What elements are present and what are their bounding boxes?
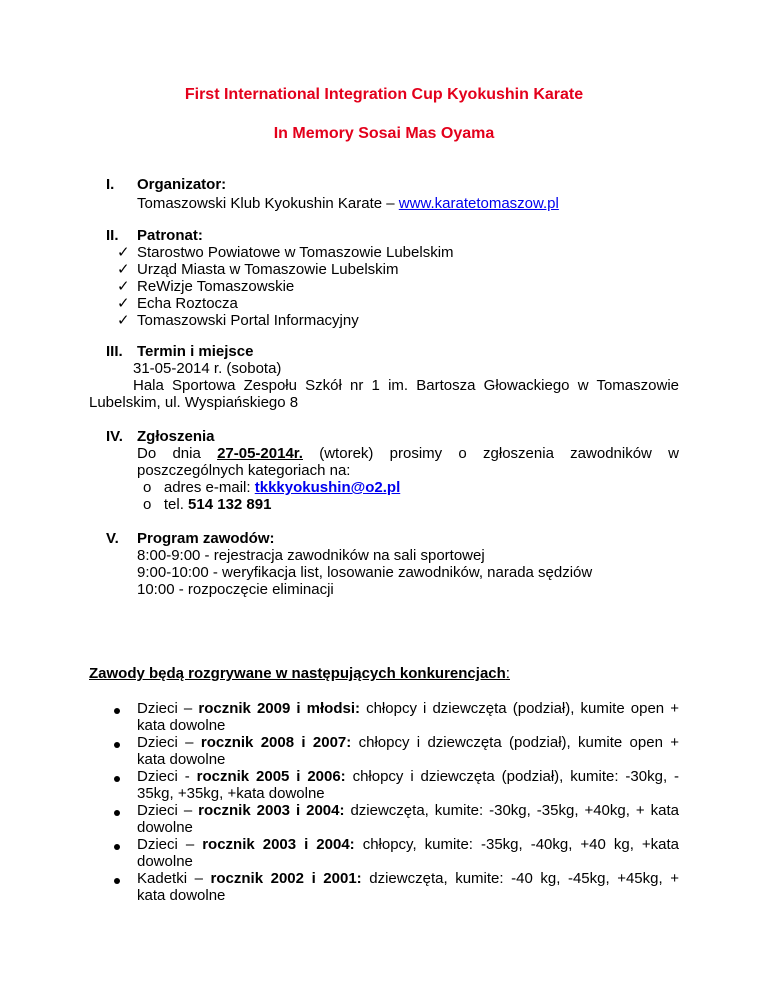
section-5-heading: Program zawodów: [137, 530, 275, 547]
organizer-name: Tomaszowski Klub Kyokushin Karate – [137, 195, 399, 212]
registration-categories-line: poszczególnych kategoriach na: [137, 462, 351, 479]
schedule-item: 8:00-9:00 - rejestracja zawodników na sali sportowej [137, 547, 485, 564]
competition-item: Dzieci – rocznik 2003 i 2004: chłopcy, kumite: -35kg, -40kg, +40 kg, +kata dowolne [137, 836, 679, 870]
checkmark-icon: ✓ [117, 261, 130, 278]
contact-phone-item: o tel. 514 132 891 [143, 496, 272, 513]
document-subtitle: In Memory Sosai Mas Oyama [273, 125, 495, 142]
contact-email-link[interactable]: tkkkyokushin@o2.pl [254, 479, 401, 496]
event-place-line-2: Lubelskim, ul. Wyspiańskiego 8 [89, 394, 299, 411]
competitions-heading: Zawody będą rozgrywane w następujących konkurencjach: [89, 665, 510, 682]
bullet-icon [114, 844, 120, 850]
section-2-heading: Patronat: [137, 227, 203, 244]
section-5-number: V. [106, 530, 119, 547]
organizer-website-link[interactable]: www.karatetomaszow.pl [398, 195, 559, 212]
patron-item: ✓ Echa Roztocza [117, 295, 238, 312]
section-4-number: IV. [106, 428, 123, 445]
section-3-heading: Termin i miejsce [137, 343, 254, 360]
competition-item: Dzieci – rocznik 2009 i młodsi: chłopcy i dziewczęta (podział), kumite open + kata dowolne [137, 700, 679, 734]
contact-phone: 514 132 891 [188, 496, 272, 513]
event-date: 31-05-2014 r. (sobota) [133, 360, 282, 377]
section-4-heading: Zgłoszenia [137, 428, 215, 445]
bullet-icon [114, 708, 120, 714]
contact-email-item: o adres e-mail: tkkkyokushin@o2.pl [143, 479, 401, 496]
bullet-icon [114, 878, 120, 884]
checkmark-icon: ✓ [117, 312, 130, 329]
patron-item: ✓ Urząd Miasta w Tomaszowie Lubelskim [117, 261, 399, 278]
competition-item: Dzieci - rocznik 2005 i 2006: chłopcy i dziewczęta (podział), kumite: -30kg, - 35kg, +35kg, +kata dowolne [137, 768, 679, 802]
registration-deadline: 27-05-2014r. [217, 445, 303, 462]
section-1-number: I. [106, 176, 115, 193]
checkmark-icon: ✓ [117, 244, 130, 261]
registration-deadline-line: Do dnia 27-05-2014r. (wtorek) prosimy o zgłoszenia zawodników w [137, 445, 679, 462]
document-title: First International Integration Cup Kyokushin Karate [184, 86, 584, 103]
section-1-heading: Organizator: [137, 176, 227, 193]
bullet-icon [114, 742, 120, 748]
competition-item: Dzieci – rocznik 2003 i 2004: dziewczęta, kumite: -30kg, -35kg, +40kg, + kata dowolne [137, 802, 679, 836]
section-2-number: II. [106, 227, 119, 244]
patron-item: ✓ ReWizje Tomaszowskie [117, 278, 295, 295]
event-place-line-1: Hala Sportowa Zespołu Szkół nr 1 im. Bartosza Głowackiego w Tomaszowie [133, 377, 679, 394]
competition-item: Dzieci – rocznik 2008 i 2007: chłopcy i dziewczęta (podział), kumite open + kata dowolne [137, 734, 679, 768]
organizer-line [137, 195, 559, 212]
patron-item: ✓ Tomaszowski Portal Informacyjny [117, 312, 359, 329]
competition-item: Kadetki – rocznik 2002 i 2001: dziewczęta, kumite: -40 kg, -45kg, +45kg, + kata dowolne [137, 870, 679, 904]
bullet-icon [114, 776, 120, 782]
section-3-number: III. [106, 343, 123, 360]
schedule-item: 10:00 - rozpoczęcie eliminacji [137, 581, 334, 598]
bullet-icon [114, 810, 120, 816]
checkmark-icon: ✓ [117, 278, 130, 295]
schedule-item: 9:00-10:00 - weryfikacja list, losowanie zawodników, narada sędziów [137, 564, 593, 581]
checkmark-icon: ✓ [117, 295, 130, 312]
patron-item: ✓ Starostwo Powiatowe w Tomaszowie Lubelskim [117, 244, 454, 261]
